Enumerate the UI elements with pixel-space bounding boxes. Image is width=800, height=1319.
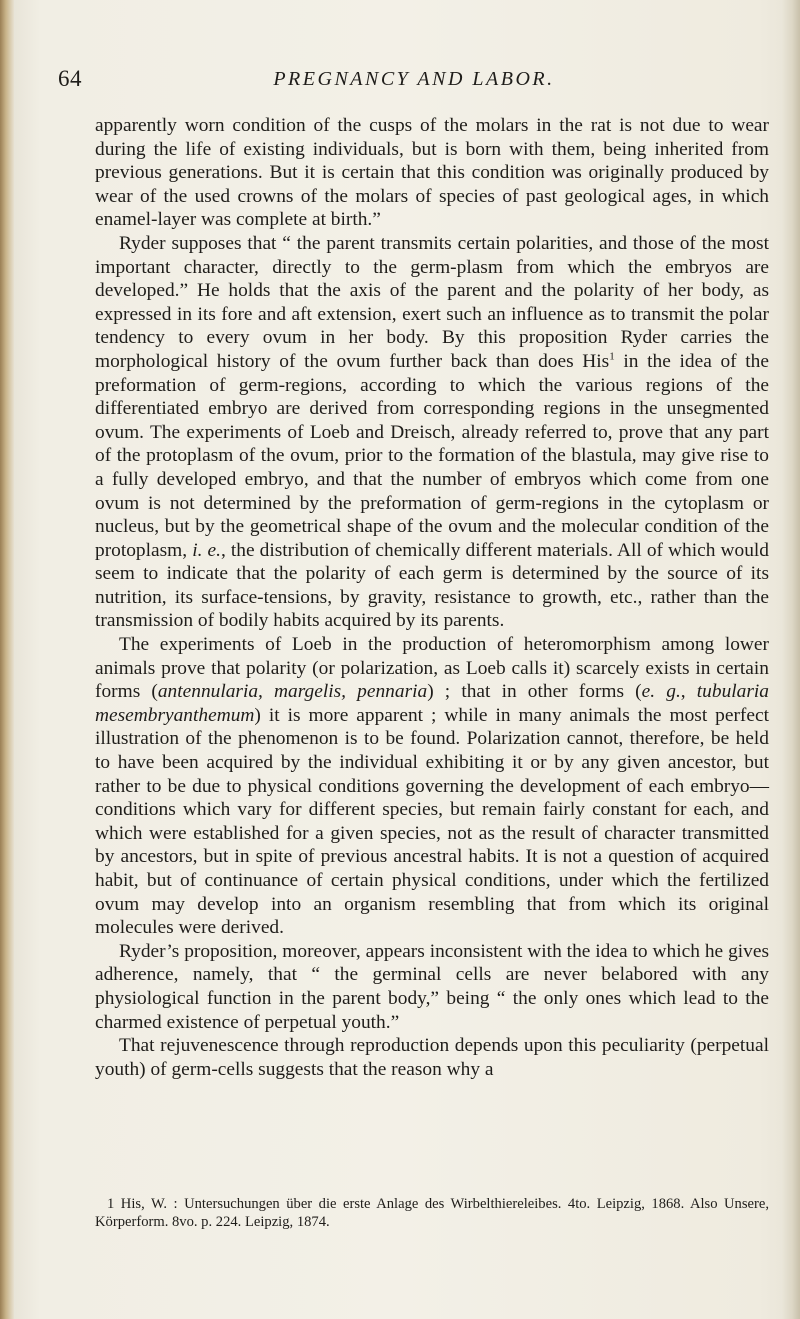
footnote-ref: 1 [609,350,615,363]
italic-species-1: antennularia, margelis, pennaria [157,681,428,703]
page-number: 64 [58,66,82,91]
paragraph-3-text-d: ) it is more apparent ; while in many animals the most perfect illustration of the phenomenon is to be found. Polarization cannot, therefore, be held to have been acquired by the individual exhibiting it or by any given ancestor, but rather to be due to physical conditions governing the development of each embryo—conditions which vary for different species, but remain fairly constant for each, and which were established for a given species, not as the result of character transmitted by ancestors, but in spite of previous ancestral habits. It is not a question of acquired habit, but of continuance of certain physical conditions, under which the fertilized ovum may develop into an organism resembling that from which its original molecules were derived. [95,704,769,939]
paragraph-2 [95,232,769,633]
italic-ie: i. e. [192,539,221,561]
footnote-text: 1 His, W. : Untersuchungen über die erste Anlage des Wirbelthiereleibes. 4to. Leipzig, 1868. Also Unsere, Körperform. 8vo. p. 224. Leipzig, 1874. [95,1196,769,1230]
footnote [95,1195,769,1231]
paragraph-2-text-b: in the idea of the preformation of germ-regions, according to which the various regions of the differentiated embryo are derived from corresponding regions in the unsegmented ovum. The experiments of Loeb and Dreisch, already referred to, prove that any part of the protoplasm of the ovum, prior to the formation of the blastula, may give rise to a fully developed embryo, and that the number of embryos which come from one ovum is not determined by the preformation of germ-regions in the cytoplasm or nucleus, but by the geometrical shape of the ovum and the molecular condition of the protoplasm, [95,350,769,561]
paragraph-1: apparently worn condition of the cusps of the molars in the rat is not due to wear during the life of existing individuals, but is born with them, being inherited from previous generations. But it is certain that this condition was originally produced by wear of the used crowns of the molars of species of past geological ages, in which enamel-layer was complete at birth.” [95,115,769,231]
page-header [58,66,770,94]
paragraph-5: That rejuvenescence through reproduction depends upon this peculiarity (perpetual youth) of germ-cells suggests that the reason why a [95,1035,769,1080]
page-edge-shadow [782,0,800,1319]
paragraph-3-text-a: The experiments of Loeb in the production of heteromorphism among lower animals prove that polarity (or polarization, as Loeb calls it) scarcely exists in certain forms ( [95,634,769,703]
paragraph-2-text-c: , the distribution of chemically different materials. All of which would seem to indicate that the polarity of each germ is determined by the source of its nutrition, its surface-tensions, by gravity, resistance to growth, etc., rather than the transmission of bodily habits acquired by its parents. [95,539,769,632]
paragraph-3 [95,633,769,940]
italic-species-2: tubularia mesembryanthemum [95,681,769,726]
paragraph-4: Ryder’s proposition, moreover, appears inconsistent with the idea to which he gives adherence, namely, that “ the germinal cells are never belabored with any physiological function in the parent body,” being “ the only ones which lead to the charmed existence of perpetual youth.” [95,940,769,1033]
paragraph-2-text-a: Ryder supposes that “ the parent transmits certain polarities, and those of the most important character, directly to the germ-plasm from which the embryos are developed.” He holds that the axis of the parent and the polarity of her body, as expressed in its fore and aft extension, exert such an influence as to transmit the polar tendency to every ovum in her body. By this proposition Ryder carries the morphological history of the ovum further back than does His [95,232,769,372]
paragraph-3-text-c: , [680,681,697,703]
binding-edge [0,0,14,1319]
running-head: PREGNANCY AND LABOR. [273,68,555,90]
body-text [95,114,769,1081]
italic-eg: e. g. [641,681,681,703]
paragraph-3-text-b: ) ; that in other forms ( [427,681,642,703]
